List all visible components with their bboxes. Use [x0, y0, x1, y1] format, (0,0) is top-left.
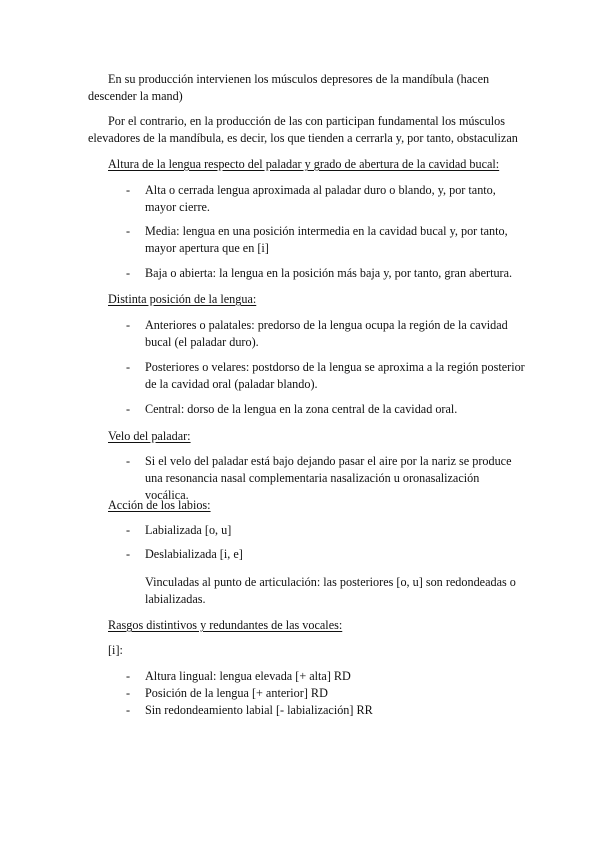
bullet-dash: - — [126, 318, 131, 332]
list-item-text: Media: lengua en una posición intermedia en la cavidad bucal y, por tanto, mayor apertura que en [i] — [145, 224, 508, 255]
heading-velo: Velo del paladar: — [108, 429, 191, 443]
list-item-text: Baja o abierta: la lengua en la posición más baja y, por tanto, gran abertura. — [145, 266, 513, 280]
bullet-dash: - — [126, 686, 131, 700]
list-item — [126, 702, 526, 719]
list-item — [126, 359, 526, 393]
list-item — [126, 401, 526, 418]
list-item — [126, 685, 526, 702]
list-item — [126, 223, 526, 257]
bullet-dash: - — [126, 669, 131, 683]
list-item-text: Anteriores o palatales: predorso de la lengua ocupa la región de la cavidad bucal (el paladar duro). — [145, 318, 508, 349]
bullet-dash: - — [126, 402, 131, 416]
heading-altura: Altura de la lengua respecto del paladar y grado de abertura de la cavidad bucal: — [108, 157, 500, 171]
list-item-text: Altura lingual: lengua elevada [+ alta] RD — [145, 669, 351, 683]
list-item — [126, 182, 526, 216]
heading-labios: Acción de los labios: — [108, 498, 211, 512]
list-item — [126, 522, 526, 539]
list-item — [126, 265, 526, 282]
intro-paragraph-1 — [88, 71, 518, 105]
bullet-dash: - — [126, 523, 131, 537]
heading-rasgos: Rasgos distintivos y redundantes de las vocales: — [108, 618, 343, 632]
list-item-text: Labializada [o, u] — [145, 523, 232, 537]
bullet-dash: - — [126, 266, 131, 280]
list-item — [126, 317, 526, 351]
list-item-text: Sin redondeamiento labial [- labialización] RR — [145, 703, 373, 717]
heading-posicion: Distinta posición de la lengua: — [108, 292, 257, 306]
list-item-text: Posición de la lengua [+ anterior] RD — [145, 686, 328, 700]
bullet-dash: - — [126, 360, 131, 374]
bullet-dash: - — [126, 454, 131, 468]
bullet-dash: - — [126, 703, 131, 717]
intro-paragraph-1-text: En su producción intervienen los músculos depresores de la mandíbula (hacen descender la mand) — [88, 72, 490, 103]
bullet-dash: - — [126, 224, 131, 238]
intro-paragraph-2 — [88, 113, 518, 147]
list-item — [126, 546, 526, 563]
list-item-text: Central: dorso de la lengua en la zona central de la cavidad oral. — [145, 402, 458, 416]
list-item-text: Posteriores o velares: postdorso de la lengua se aproxima a la región posterior de la cavidad oral (paladar blando). — [145, 360, 525, 391]
list-item-text: Alta o cerrada lengua aproximada al paladar duro o blando, y, por tanto, mayor cierre. — [145, 183, 496, 214]
list-item-text: Deslabializada [i, e] — [145, 547, 243, 561]
bullet-dash: - — [126, 547, 131, 561]
intro-paragraph-2-text: Por el contrario, en la producción de las con participan fundamental los músculos elevadores de la mandíbula, es decir, los que tienden a cerrarla y, por tanto, obstaculizan — [88, 114, 518, 145]
vowel-label: [i]: — [108, 643, 123, 657]
bullet-dash: - — [126, 183, 131, 197]
list-item-text: Si el velo del paladar está bajo dejando pasar el aire por la nariz se produce una resonancia nasal complementaria nasalización u oronasalización vocálica. — [145, 454, 512, 502]
list-item — [126, 668, 526, 685]
labios-note: Vinculadas al punto de articulación: las posteriores [o, u] son redondeadas o labializadas. — [145, 575, 516, 606]
